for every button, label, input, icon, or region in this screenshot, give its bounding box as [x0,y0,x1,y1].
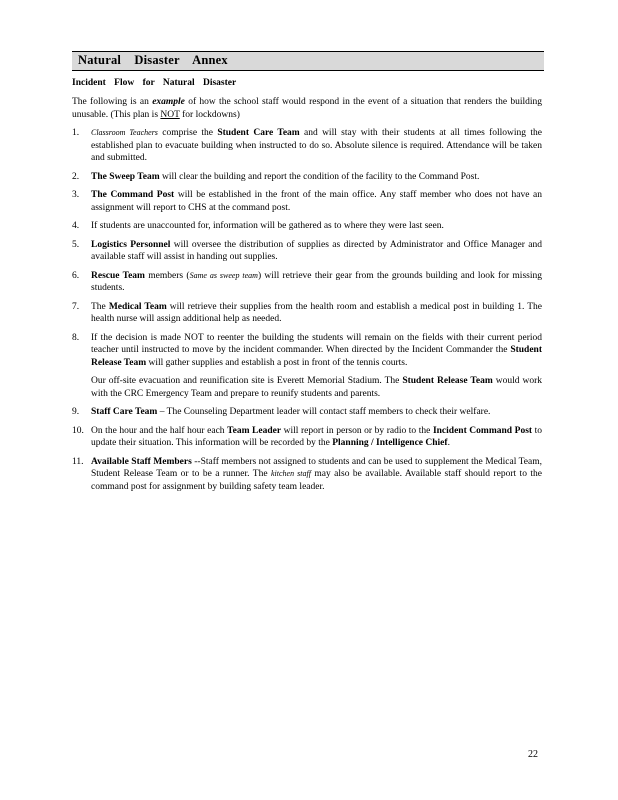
item-number: 4. [72,221,80,231]
list-item [72,406,542,419]
item-text: Our off-site evacuation and reunification site is Everett Memorial Stadium. The [91,376,403,386]
item-text: . [447,438,450,448]
list-item [72,127,542,165]
item-text: will retrieve their supplies from the health room and establish a medical post in building 1. The health nurse will assign additional help as needed. [91,301,542,324]
page-title: Natural Disaster Annex [78,53,228,67]
item-text: --Staff members not assigned to students and can be used to supplement the Medical Team, Student Release Team or to be a runner. The [91,456,542,479]
item-text: would work with the CRC Emergency Team and prepare to reunify students and parents. [91,376,542,399]
incident-flow-list [72,127,542,499]
item-text: will gather supplies and establish a post in front of the tennis courts. [146,357,408,368]
intro-text-3: for lockdowns) [179,109,240,120]
item-bold: Student Release Team [91,345,542,368]
item-lead: Medical Team [108,301,167,312]
item-text: will report in person or by radio to the [281,425,433,436]
intro-not-word: NOT [160,109,180,120]
intro-text-2: of how the school staff would respond in the event of a situation that renders the building unusable. (This plan is [72,97,542,120]
item-text: members ( [144,270,190,281]
item-text: and will stay with their students at all times following the established plan to evacuate building when instructed to do so. Absolute silence is required. Attendance will be taken and submitted. [91,128,542,163]
item-number: 1. [72,128,80,138]
list-item [72,220,542,233]
item-text: will clear the building and report the condition of the facility to the Command Post. [159,171,480,182]
item-bold: Incident Command Post [432,425,533,436]
list-item [72,456,542,494]
item-number: 11. [72,456,84,467]
item-number: 3. [72,190,80,200]
item-lead: Classroom Teachers [91,128,158,137]
list-item [72,301,542,326]
item-text: – The Counseling Department leader will contact staff members to check their welfare. [157,407,491,417]
item-text: If students are unaccounted for, information will be gathered as to where they were last seen. [91,221,444,231]
item-bold: Student Care Team [217,128,300,138]
list-item [72,171,542,184]
item-text: will be established in the front of the main office. Any staff member who does not have an assignment will report to CHS at the command post. [91,190,542,213]
section-title-bar [72,51,544,71]
list-item [72,239,542,264]
item-text: The [91,301,109,312]
item-lead: Logistics Personnel [91,239,171,250]
item-text: may also be available. Available staff should report to the command post for assignment by building safety team leader. [91,469,542,492]
list-item [72,332,542,401]
item-note: Same as sweep team [189,270,258,280]
item-number: 10. [72,425,84,436]
intro-example-word: example [152,97,185,107]
item-paragraph-2 [91,375,542,400]
page-number: 22 [528,749,538,760]
item-number: 5. [72,239,80,250]
item-lead: The Command Post [91,190,175,200]
item-lead: Rescue Team [91,270,145,281]
item-note: kitchen staff [271,469,311,478]
item-text: ) will retrieve their gear from the grounds building and look for missing students. [91,270,542,293]
item-number: 8. [72,332,80,343]
intro-paragraph [72,96,542,121]
item-number: 6. [72,270,80,281]
item-number: 2. [72,171,80,182]
item-text: If the decision is made NOT to reenter the building the students will remain on the fields with their current period teacher until instructed to move by the incident commander. When directed by the Incident Commander the [91,332,542,355]
item-bold: Planning / Intelligence Chief [332,438,448,448]
item-text: comprise the [157,128,218,138]
item-bold: Student Release Team [402,376,493,386]
section-subheading: Incident Flow for Natural Disaster [72,78,237,88]
item-text: On the hour and the half hour each [91,425,228,436]
item-text: to update their situation. This information will be recorded by the [91,425,543,448]
item-lead: Staff Care Team [91,407,158,417]
item-number: 7. [72,301,80,312]
list-item [72,189,542,214]
item-number: 9. [72,407,80,417]
item-bold: Team Leader [227,425,282,436]
item-lead: The Sweep Team [91,171,160,182]
item-text: will oversee the distribution of supplies as directed by Administrator and Office Manager and available staff will assist in handing out supplies. [91,239,542,262]
list-item [72,425,542,450]
item-lead: Available Staff Members [91,456,192,467]
list-item [72,270,542,295]
intro-text-1: The following is an [72,97,153,107]
